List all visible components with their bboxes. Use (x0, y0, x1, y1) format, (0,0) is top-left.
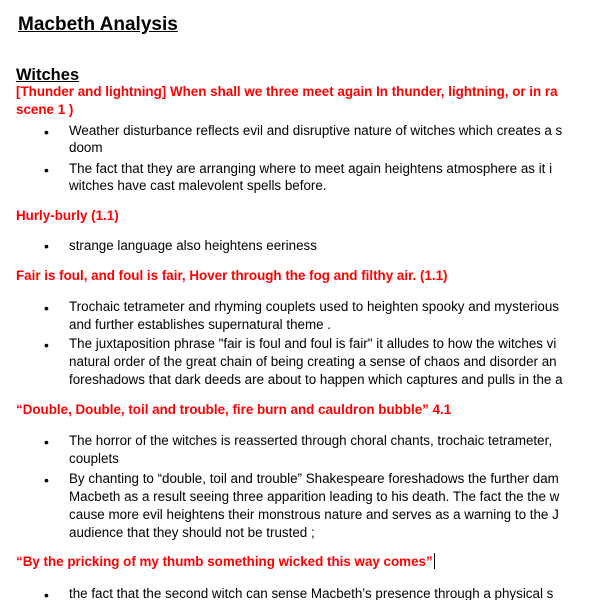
quote-thunder-line-2: scene 1 ) (16, 102, 74, 117)
quote-thunder-line-1: [Thunder and lightning] When shall we three meet again In thunder, lightning, or in ra (16, 84, 558, 99)
bullet-icon: • (44, 300, 49, 316)
bullet-text-juxtaposition-2: natural order of the great chain of being creating a sense of chaos and disorder an (69, 354, 557, 369)
bullet-text-juxtaposition-1: The juxtaposition phrase "fair is foul and foul is fair" it alludes to how the witches vi (69, 336, 557, 351)
bullet-text-trochaic-2: and further establishes supernatural theme . (69, 317, 332, 332)
bullet-icon: • (44, 434, 49, 450)
document-title: Macbeth Analysis (18, 14, 178, 35)
bullet-text-weather-1: Weather disturbance reflects evil and disruptive nature of witches which creates a s (69, 123, 563, 138)
quote-hurly-burly: Hurly-burly (1.1) (16, 208, 119, 223)
bullet-text-weather-2: doom (69, 140, 103, 155)
bullet-text-chanting-1: By chanting to “double, toil and trouble” Shakespeare foreshadows the further dam (69, 471, 559, 486)
section-heading-witches: Witches (16, 66, 80, 84)
bullet-text-chanting-2: Macbeth as a result seeing three apparition leading to his death. The fact the the w (69, 489, 560, 504)
bullet-icon: • (44, 238, 49, 254)
bullet-icon: • (44, 587, 49, 600)
bullet-text-arranging-1: The fact that they are arranging where to meet again heightens atmosphere as it i (69, 161, 553, 176)
bullet-icon: • (44, 124, 49, 140)
bullet-text-chanting-4: audience that they should not be trusted ; (69, 525, 315, 540)
quote-double-double: “Double, Double, toil and trouble, fire burn and cauldron bubble” 4.1 (16, 402, 452, 417)
quote-pricking-of-thumb (16, 553, 435, 570)
bullet-text-strange-language: strange language also heightens eeriness (69, 238, 317, 253)
bullet-text-arranging-2: witches have cast malevolent spells before. (69, 178, 327, 193)
bullet-text-horror-2: couplets (69, 451, 119, 466)
bullet-text-second-witch: the fact that the second witch can sense Macbeth’s presence through a physical s (69, 586, 554, 600)
text-cursor (434, 553, 435, 569)
bullet-text-juxtaposition-3: foreshadows that dark deeds are about to happen which captures and pulls in the a (69, 372, 563, 387)
bullet-icon: • (44, 337, 49, 353)
bullet-text-trochaic-1: Trochaic tetrameter and rhyming couplets used to heighten spooky and mysterious (69, 299, 560, 314)
quote-fair-is-foul: Fair is foul, and foul is fair, Hover through the fog and filthy air. (1.1) (16, 268, 448, 283)
quote-pricking-text: “By the pricking of my thumb something wicked this way comes” (16, 554, 433, 569)
bullet-icon: • (44, 162, 49, 178)
bullet-icon: • (44, 472, 49, 488)
bullet-text-chanting-3: cause more evil heightens their monstrous nature and serves as a warning to the J (69, 507, 559, 522)
bullet-text-horror-1: The horror of the witches is reasserted through choral chants, trochaic tetrameter, (69, 433, 553, 448)
